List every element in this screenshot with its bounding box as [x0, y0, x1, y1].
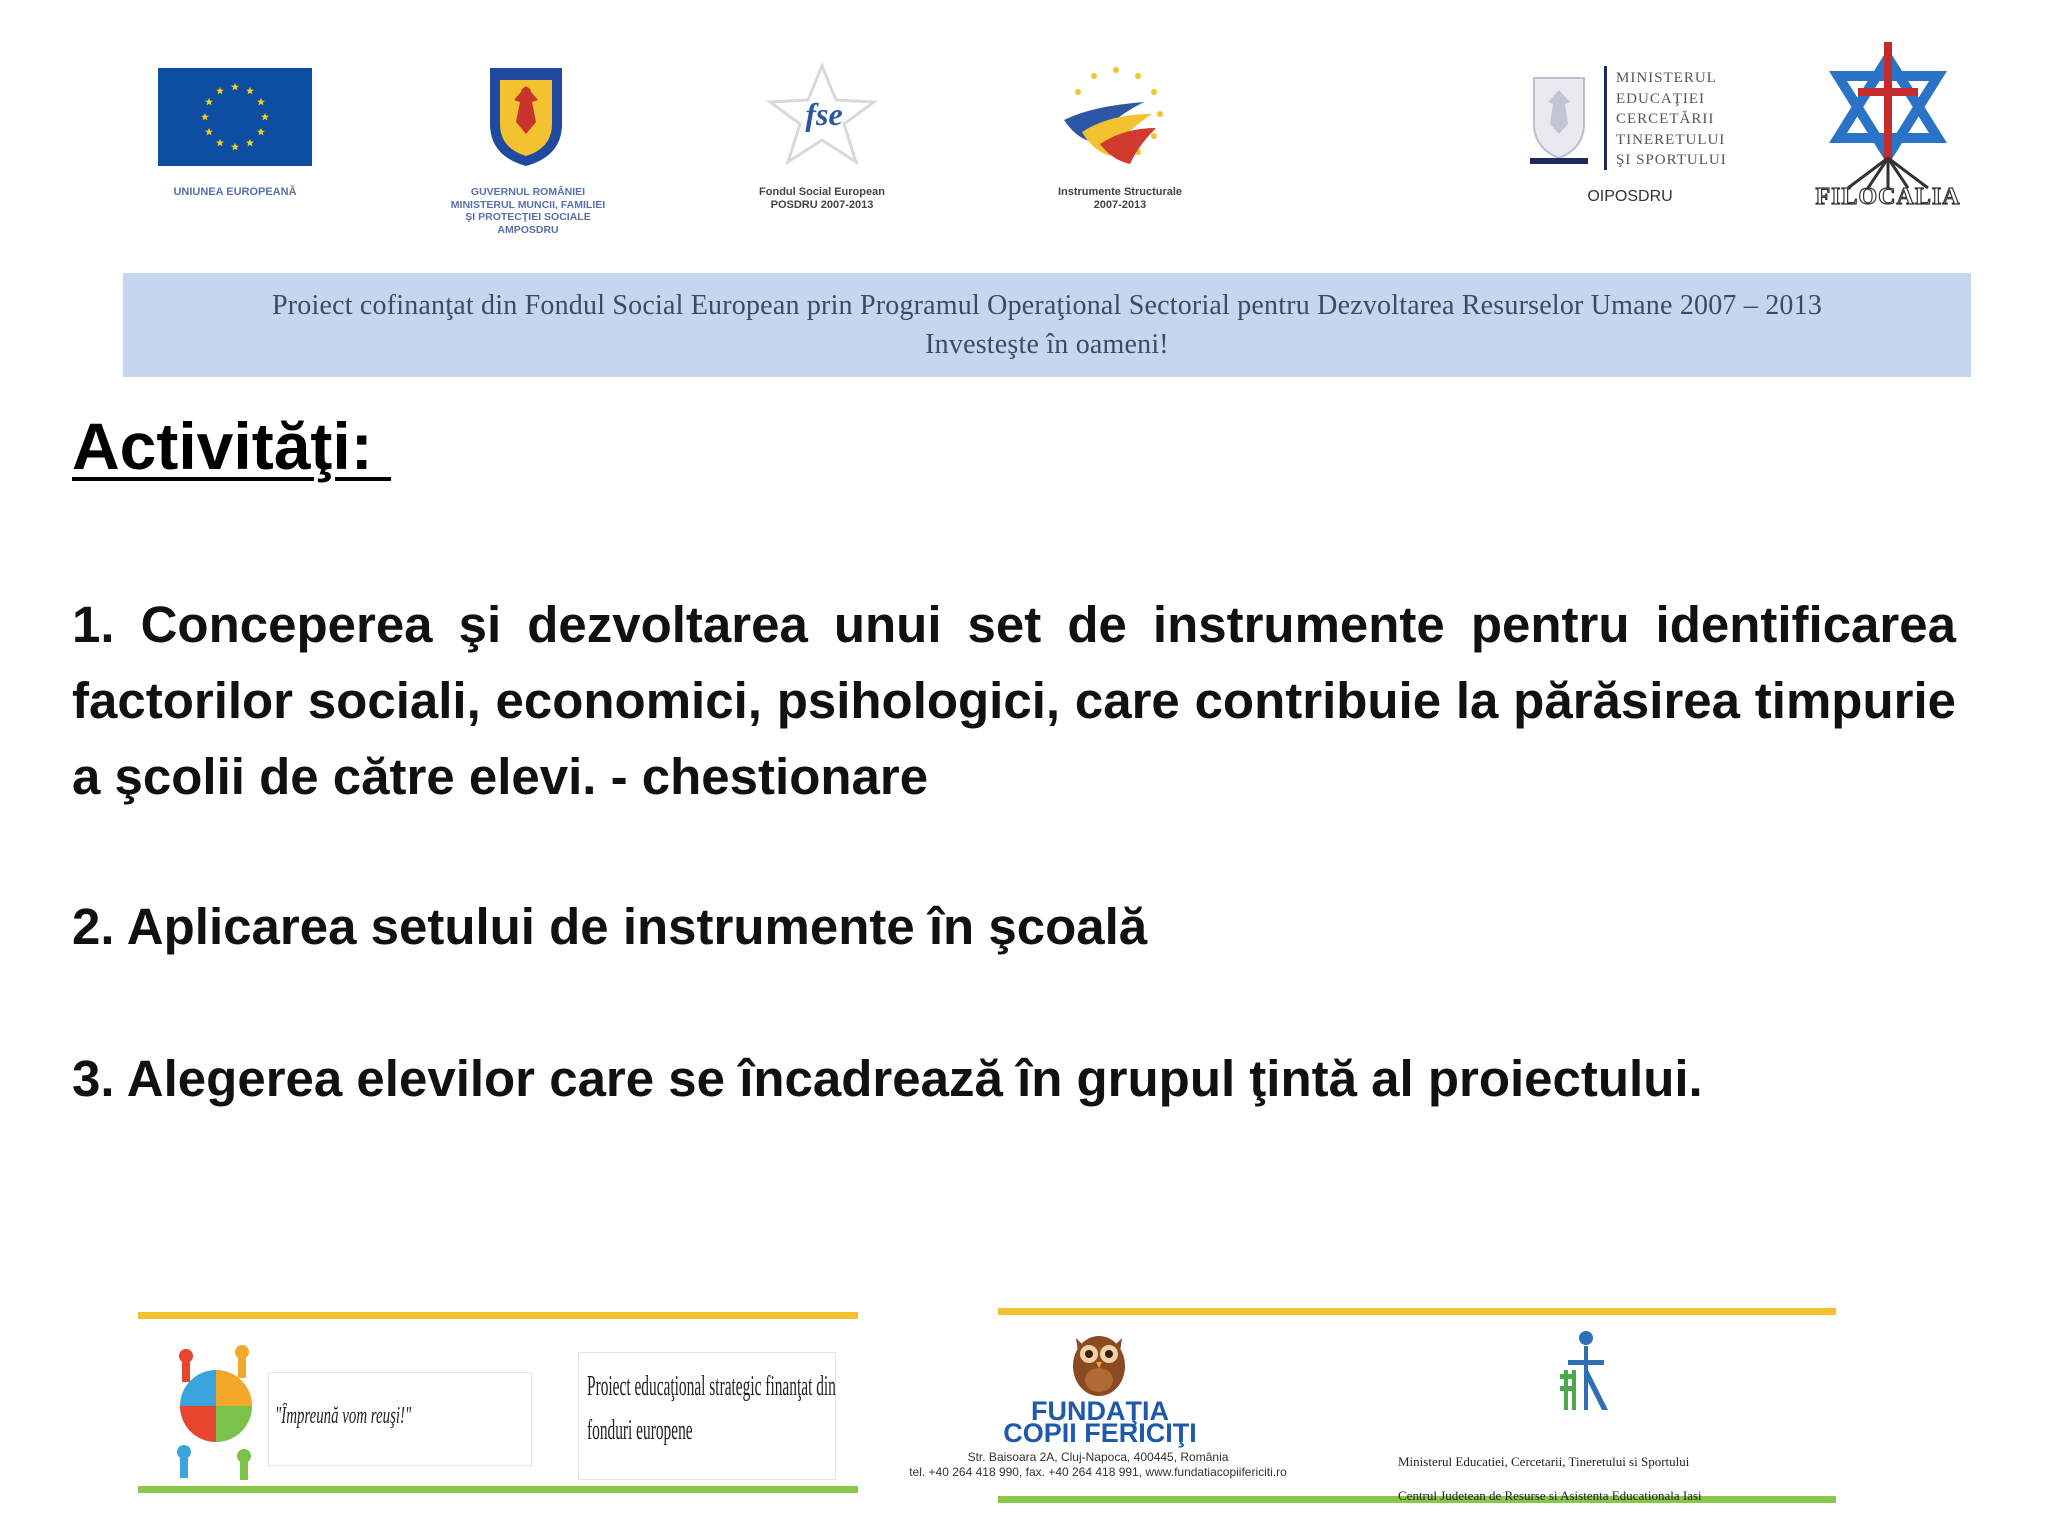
puzzle-children-icon — [172, 1332, 258, 1482]
eu-stars-icon — [158, 68, 312, 166]
activity-item-2: 2. Aplicarea setului de instrumente în şcoală — [72, 898, 1148, 955]
project-line-1: Proiect educaţional strategic finanţat din — [587, 1371, 836, 1402]
structural-instruments-icon — [1052, 62, 1180, 168]
coat-of-arms-icon — [486, 64, 566, 168]
footer-left-top-bar — [138, 1312, 858, 1319]
ministry-name: MINISTERUL EDUCAŢIEI CERCETĂRII TINERETULUI ŞI SPORTULUI — [1616, 70, 1727, 168]
project-line-2: fonduri europene — [587, 1415, 693, 1446]
banner-line-2: Investeşte în oameni! — [925, 329, 1169, 360]
people-figures-icon — [1554, 1330, 1612, 1414]
filocalia-caption: FILOCALIA — [1815, 184, 1961, 210]
activity-item-1: 1. Conceperea şi dezvoltarea unui set de instrumente pentru identificarea factorilor sociali, economici, psihologici, care contribuie la părăsirea timpurie a şcolii de către elevi. - chestionare — [72, 596, 1956, 805]
page-title: Activităţi: — [72, 409, 392, 483]
owl-icon — [1068, 1320, 1130, 1400]
funding-banner — [123, 273, 1971, 377]
foundation-address: Str. Baisoara 2A, Cluj-Napoca, 400445, România tel. +40 264 418 990, fax. +40 264 418 991, www.fundatiacopiifericiti.ro — [909, 1450, 1287, 1479]
ministry-divider — [1604, 66, 1607, 170]
eu-caption: UNIUNEA EUROPEANĂ — [173, 186, 297, 198]
fse-logo — [766, 62, 878, 168]
footer-right-top-bar — [998, 1308, 1836, 1315]
government-caption: GUVERNUL ROMÂNIEI MINISTERUL MUNCII, FAMILIEI ŞI PROTECŢIEI SOCIALE AMPOSDRU — [450, 186, 606, 236]
fse-mark: fse — [805, 96, 843, 132]
romania-coat-of-arms-logo — [486, 64, 566, 168]
activity-item-3: 3. Alegerea elevilor care se încadrează în grupul ţintă al proiectului. — [72, 1050, 1703, 1107]
footer-left-bottom-bar — [138, 1486, 858, 1493]
cjrae-logo — [1554, 1330, 1612, 1414]
owl-logo — [1068, 1320, 1130, 1400]
filocalia-logo — [1808, 38, 1968, 208]
eu-flag-logo — [158, 68, 312, 166]
cjrae-name: Ministerul Educatiei, Cercetarii, Tineretului si Sportului Centrul Judetean de Resurse si Asistenta Educationala Iasi — [1398, 1454, 1702, 1503]
oiposdru-caption: OIPOSDRU — [1587, 188, 1673, 205]
project-description-box — [578, 1352, 836, 1480]
ministry-crest-icon — [1526, 68, 1592, 166]
instrumente-structurale-logo — [1052, 62, 1180, 168]
ministry-crest-logo — [1526, 68, 1592, 166]
motto-text: "Împreună vom reuşi!" — [275, 1403, 412, 1429]
filocalia-star-cross-icon — [1808, 38, 1968, 208]
puzzle-kids-logo — [172, 1332, 258, 1482]
fse-caption: Fondul Social European POSDRU 2007-2013 — [759, 186, 885, 211]
motto-box — [268, 1372, 532, 1466]
foundation-name: FUNDAŢIA COPII FERICIŢI — [1003, 1396, 1197, 1448]
instrumente-structurale-caption: Instrumente Structurale 2007-2013 — [1057, 186, 1183, 211]
banner-line-1: Proiect cofinanţat din Fondul Social European prin Programul Operaţional Sectorial pentru Dezvoltarea Resurselor Umane 2007 – 2013 — [271, 290, 1823, 321]
